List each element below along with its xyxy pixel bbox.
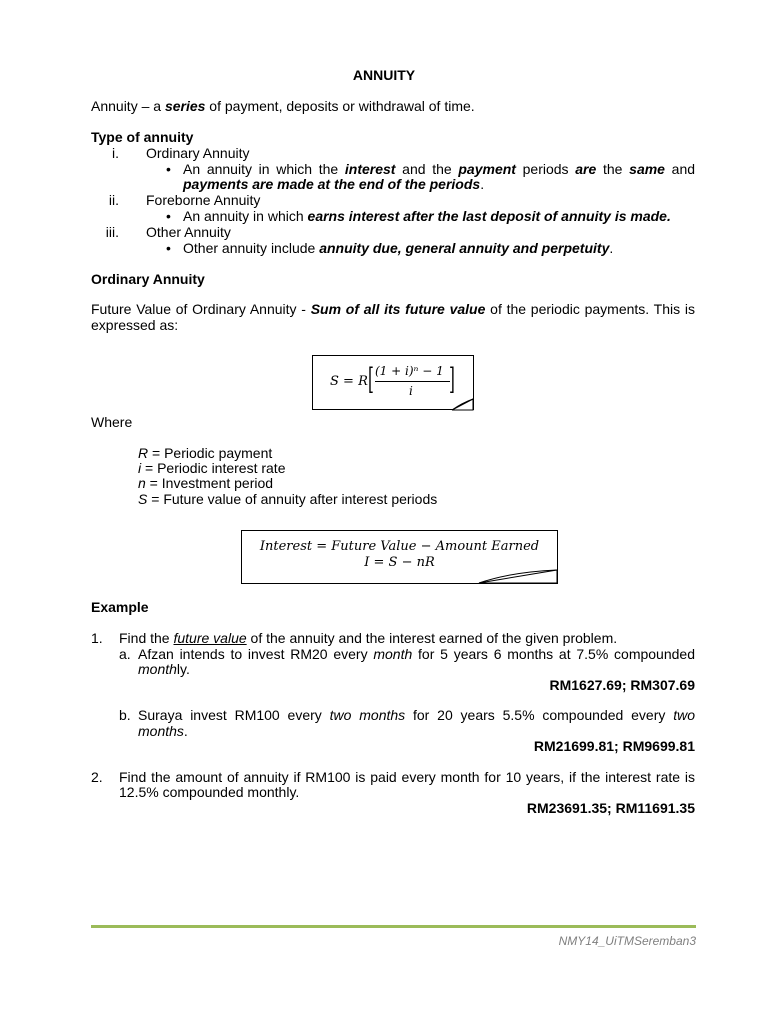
interest-formula-line1: Interest = Future Value − Amount Earned	[259, 539, 540, 554]
question-2-number: 2.	[91, 769, 103, 785]
future-value-description-line2: expressed as:	[91, 317, 179, 333]
variable-s: S = Future value of annuity after interest periods	[138, 491, 438, 507]
answer-1b: RM21699.81; RM9699.81	[533, 738, 695, 754]
type-desc-1-line2: payments are made at the end of the periods.	[183, 176, 485, 192]
bullet-dot: •	[166, 240, 171, 256]
left-bracket: [	[368, 362, 374, 397]
where-label: Where	[91, 414, 133, 430]
bullet-dot: •	[166, 208, 171, 224]
question-1-number: 1.	[91, 630, 103, 646]
question-1b-text: Suraya invest RM100 every two months for 20 years 5.5% compounded every two	[138, 707, 696, 723]
footer-rule	[91, 925, 696, 928]
variable-i: i = Periodic interest rate	[138, 460, 286, 476]
type-numeral-1: i.	[112, 145, 119, 161]
question-1a-text-line2: monthly.	[138, 661, 190, 677]
type-desc-3: Other annuity include annuity due, general annuity and perpetuity.	[183, 240, 614, 256]
fraction-bar	[375, 381, 450, 382]
bullet-dot: •	[166, 161, 171, 177]
right-bracket: ]	[449, 362, 455, 397]
question-2-text: Find the amount of annuity if RM100 is paid every month for 10 years, if the interest rate is	[119, 769, 695, 785]
formula-numerator: (1 + i)ⁿ − 1	[375, 364, 444, 378]
formula-lhs: S = R	[330, 374, 368, 389]
question-1b-text-line2: months.	[138, 723, 188, 739]
question-1-text: Find the future value of the annuity and the interest earned of the given problem.	[119, 630, 618, 646]
interest-formula-line2: I = S − nR	[364, 555, 435, 570]
question-1b-label: b.	[119, 707, 131, 723]
type-name-1: Ordinary Annuity	[146, 145, 250, 161]
question-1a-label: a.	[119, 646, 131, 662]
variable-n: n = Investment period	[138, 475, 274, 491]
answer-1a: RM1627.69; RM307.69	[549, 677, 695, 693]
question-1a-text: Afzan intends to invest RM20 every month for 5 years 6 months at 7.5% compounded	[138, 646, 695, 662]
annuity-definition: Annuity – a series of payment, deposits or withdrawal of time.	[91, 98, 475, 114]
future-value-description: Future Value of Ordinary Annuity - Sum of all its future value of the periodic payments. This is	[91, 301, 695, 317]
page-title: ANNUITY	[352, 67, 416, 83]
example-heading: Example	[91, 599, 149, 615]
type-name-3: Other Annuity	[146, 224, 231, 240]
type-name-2: Foreborne Annuity	[146, 192, 261, 208]
type-desc-1: An annuity in which the interest and the payment periods are the same and	[183, 161, 696, 177]
answer-2: RM23691.35; RM11691.35	[526, 800, 695, 816]
variable-r: R = Periodic payment	[138, 445, 273, 461]
future-value-formula-box	[312, 355, 474, 410]
type-numeral-2: ii.	[108, 192, 119, 208]
interest-formula-box	[241, 530, 558, 584]
footer-text: NMY14_UiTMSeremban3	[558, 934, 696, 948]
ordinary-heading: Ordinary Annuity	[91, 271, 205, 287]
question-2-text-line2: 12.5% compounded monthly.	[119, 784, 300, 800]
formula-denominator: i	[409, 384, 413, 398]
type-desc-2: An annuity in which earns interest after the last deposit of annuity is made.	[183, 208, 671, 224]
types-heading: Type of annuity	[91, 129, 194, 145]
type-numeral-3: iii.	[105, 224, 119, 240]
